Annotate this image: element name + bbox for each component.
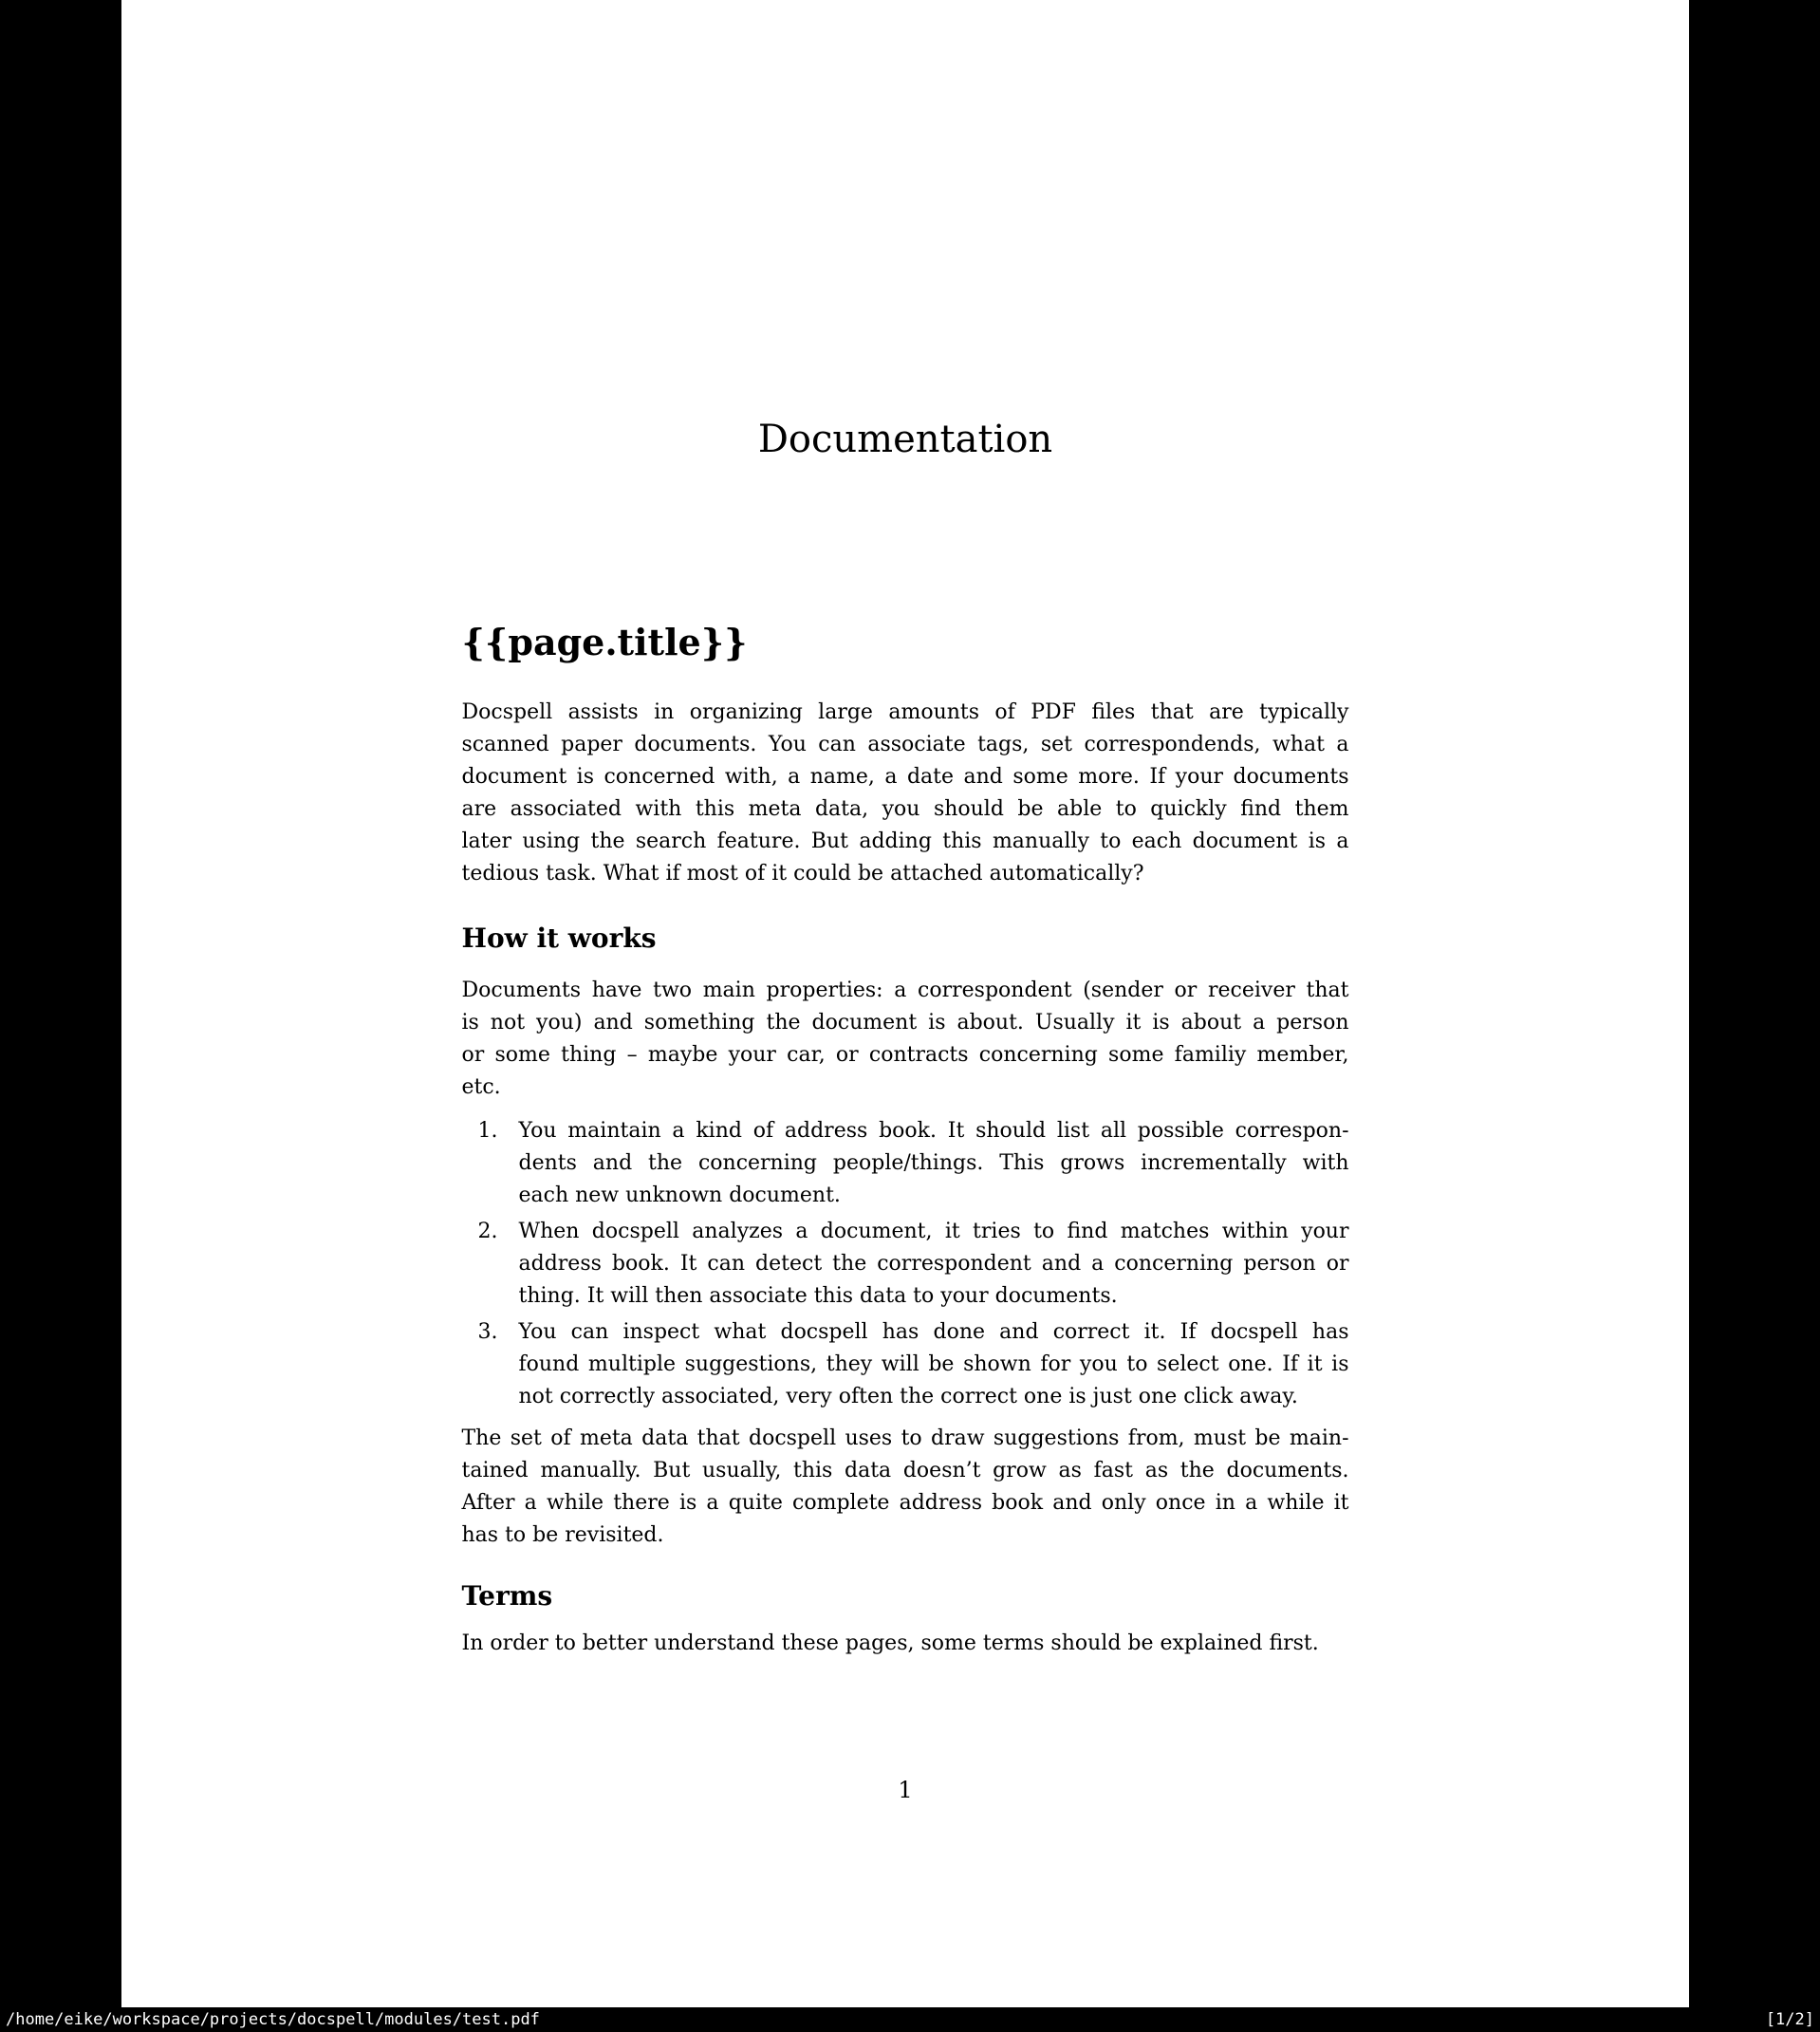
list-item [462,1316,1349,1413]
text-line: You maintain a kind of address book. It should list all possible correspon- [518,1119,1349,1144]
subsection-heading-how-it-works: How it works [461,922,657,954]
text-line: later using the search feature. But adding this manually to each document is a [461,829,1349,853]
ordered-list [462,1115,1349,1413]
list-item-text [519,1216,1349,1313]
intro-paragraph [462,697,1349,890]
list-item [462,1115,1349,1212]
section-heading-page-title: {{page.title}} [461,621,748,663]
statusbar-file-path: /home/eike/workspace/projects/docspell/modules/test.pdf [6,2010,540,2029]
text-line: After a while there is a quite complete address book and only once in a while it [461,1491,1349,1516]
item-number: 3. [477,1320,498,1345]
terms-paragraph [462,1628,1349,1660]
subsection-heading-terms: Terms [461,1580,553,1613]
text-line: are associated with this meta data, you should be able to quickly find them [461,796,1349,821]
statusbar-page-indicator: [1/2] [1765,2010,1814,2029]
properties-paragraph [462,975,1349,1104]
text-line: address book. It can detect the correspondent and a concerning person or [518,1252,1349,1277]
text-line: is not you) and something the document is about. Usually it is about a person [461,1011,1349,1035]
meta-data-paragraph [462,1423,1349,1552]
text-line: Documents have two main properties: a correspondent (sender or receiver that [461,979,1349,1003]
page-content [462,0,1349,1660]
text-line: each new unknown document. [518,1184,841,1208]
document-title: Documentation [757,418,1053,461]
text-line: document is concerned with, a name, a date and some more. If your documents [461,764,1349,789]
statusbar [0,2007,1820,2032]
text-line: dents and the concerning people/things. This grows incrementally with [518,1151,1349,1176]
document-page[interactable] [121,0,1689,2007]
list-item [462,1216,1349,1313]
text-line: tained manually. But usually, this data doesn’t grow as fast as the documents. [461,1459,1349,1483]
text-line: thing. It will then associate this data to your documents. [518,1284,1118,1309]
list-item-text [519,1115,1349,1212]
text-line: tedious task. What if most of it could be attached automatically? [461,861,1144,886]
text-line: not correctly associated, very often the correct one is just one click away. [518,1385,1298,1409]
text-line: The set of meta data that docspell uses to draw suggestions from, must be main- [461,1426,1349,1451]
text-line: You can inspect what docspell has done and correct it. If docspell has [518,1320,1349,1345]
text-line: found multiple suggestions, they will be shown for you to select one. If it is [518,1352,1349,1377]
page-number: 1 [898,1777,913,1803]
text-line: has to be revisited. [461,1523,664,1548]
text-line: or some thing – maybe your car, or contracts concerning some familiy member, [461,1043,1349,1068]
item-number: 2. [477,1220,498,1244]
item-number: 1. [477,1119,498,1144]
text-line: In order to better understand these pages, some terms should be explained first. [461,1631,1319,1655]
text-line: scanned paper documents. You can associate tags, set correspondends, what a [461,732,1349,756]
text-line: Docspell assists in organizing large amounts of PDF files that are typically [461,699,1349,724]
list-item-text [519,1316,1349,1413]
text-line: etc. [461,1075,501,1100]
text-line: When docspell analyzes a document, it tries to find matches within your [518,1220,1349,1244]
